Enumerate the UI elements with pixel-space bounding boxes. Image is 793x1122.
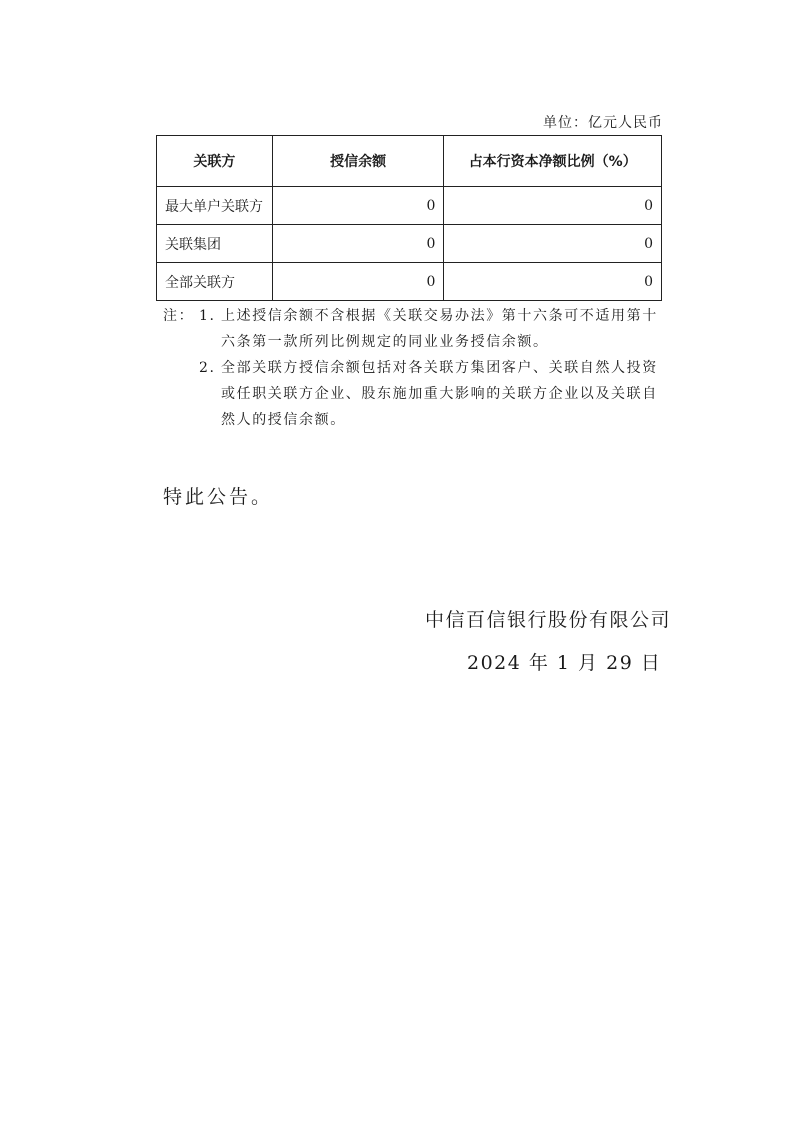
cell-party: 全部关联方 — [157, 263, 273, 301]
company-name: 中信百信银行股份有限公司 — [424, 609, 671, 631]
cell-party: 关联集团 — [157, 225, 273, 263]
note-number: 1. — [199, 308, 216, 324]
header-capital-ratio: 占本行资本净额比例（%） — [444, 136, 662, 187]
cell-credit-balance: 0 — [272, 225, 444, 263]
note-item — [163, 355, 668, 433]
note-item — [163, 303, 668, 355]
cell-credit-balance: 0 — [272, 263, 444, 301]
notes-section — [163, 303, 668, 433]
note-text: 上述授信余额不含根据《关联交易办法》第十六条可不适用第十六条第一款所列比例规定的同业业务授信余额。 — [221, 308, 658, 350]
note-number: 2. — [199, 360, 216, 376]
announcement-date: 2024 年 1 月 29 日 — [467, 652, 662, 674]
table-row — [157, 263, 662, 301]
closing-statement: 特此公告。 — [163, 486, 274, 508]
cell-ratio: 0 — [444, 263, 662, 301]
table-row — [157, 225, 662, 263]
table-row — [157, 187, 662, 225]
notes-prefix: 注： — [163, 308, 195, 324]
header-credit-balance: 授信余额 — [272, 136, 444, 187]
note-text: 全部关联方授信余额包括对各关联方集团客户、关联自然人投资或任职关联方企业、股东施加重大影响的关联方企业以及关联自然人的授信余额。 — [221, 360, 658, 428]
cell-ratio: 0 — [444, 225, 662, 263]
cell-credit-balance: 0 — [272, 187, 444, 225]
cell-ratio: 0 — [444, 187, 662, 225]
related-party-credit-table — [156, 135, 662, 301]
cell-party: 最大单户关联方 — [157, 187, 273, 225]
unit-label: 单位：亿元人民币 — [543, 115, 663, 131]
header-related-party: 关联方 — [157, 136, 273, 187]
table-header-row — [157, 136, 662, 187]
